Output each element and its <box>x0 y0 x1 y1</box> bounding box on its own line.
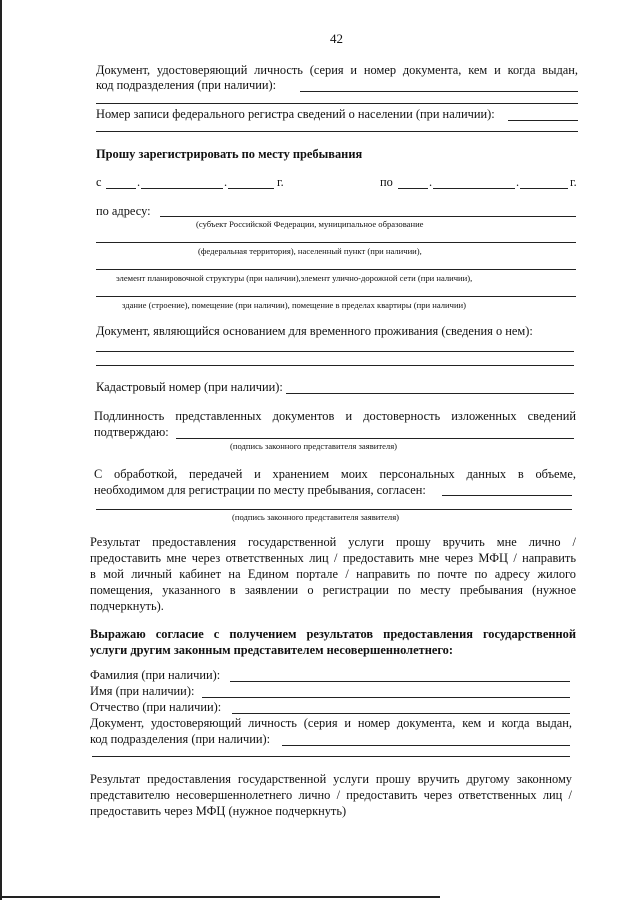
address-caption-1: (субъект Российской Федерации, муниципальное образование <box>196 219 424 229</box>
to-year-suffix: г. <box>570 175 577 189</box>
result-line1: Результат предоставления государственной услуги прошу вручить мне лично / <box>90 535 576 549</box>
result-line5: подчеркнуть). <box>90 599 164 613</box>
basis-doc-field-1[interactable] <box>96 351 574 352</box>
result-line2: предоставить мне через ответственных лиц / предоставить мне через МФЦ / направить <box>90 551 576 565</box>
to-day-field[interactable] <box>398 188 428 189</box>
authenticity-line1: Подлинность представленных документов и достоверность изложенных сведений <box>94 409 576 423</box>
address-field-2[interactable] <box>96 242 576 243</box>
address-field-4[interactable] <box>96 296 576 297</box>
address-label: по адресу: <box>96 204 151 218</box>
other-rep-heading1: Выражаю согласие с получением результатов предоставления государственной <box>90 627 576 641</box>
period-to-label: по <box>380 175 393 189</box>
identity-doc-field-2[interactable] <box>96 103 578 104</box>
from-year-field[interactable] <box>228 188 274 189</box>
result2-line1: Результат предоставления государственной услуги прошу вручить другому законному <box>90 772 572 786</box>
scan-edge-bottom <box>0 896 440 898</box>
to-month-field[interactable] <box>433 188 515 189</box>
other-rep-doc-line2: код подразделения (при наличии): <box>90 732 271 746</box>
surname-label: Фамилия (при наличии): <box>90 668 221 682</box>
basis-doc-field-2[interactable] <box>96 365 574 366</box>
name-label: Имя (при наличии): <box>90 684 195 698</box>
consent-field[interactable] <box>442 495 572 496</box>
address-caption-3: элемент планировочной структуры (при наличии),элемент улично-дорожной сети (при наличии), <box>116 273 473 283</box>
scan-edge-left <box>0 0 2 900</box>
identity-doc-field[interactable] <box>300 91 578 92</box>
surname-field[interactable] <box>230 681 570 682</box>
address-field-3[interactable] <box>96 269 576 270</box>
other-rep-doc-field-2[interactable] <box>92 756 570 757</box>
from-dot-1: . <box>137 175 141 189</box>
other-rep-heading2: услуги другим законным представителем несовершеннолетнего: <box>90 643 453 657</box>
to-dot-1: . <box>429 175 433 189</box>
address-caption-4: здание (строение), помещение (при наличии), помещение в пределах квартиры (при наличии) <box>122 300 467 310</box>
federal-register-label: Номер записи федерального регистра сведений о населении (при наличии): <box>96 107 495 121</box>
address-field-1[interactable] <box>160 216 576 217</box>
federal-register-field[interactable] <box>508 120 578 121</box>
to-year-field[interactable] <box>520 188 568 189</box>
patronymic-label: Отчество (при наличии): <box>90 700 222 714</box>
result-line4: помещения, указанного в заявлении о регистрации по месту пребывания (нужное <box>90 583 576 597</box>
name-field[interactable] <box>202 697 570 698</box>
result2-line2: представителю несовершеннолетнего лично / предоставить через ответственных лиц / <box>90 788 572 802</box>
result-line3: в мой личный кабинет на Едином портале / направить по почте по адресу жилого <box>90 567 576 581</box>
basis-doc-label: Документ, являющийся основанием для временного проживания (сведения о нем): <box>96 324 533 338</box>
consent-line2: необходимом для регистрации по месту пребывания, согласен: <box>94 483 426 497</box>
other-rep-doc-line1: Документ, удостоверяющий личность (серия и номер документа, кем и когда выдан, <box>90 716 572 730</box>
consent-signature-caption: (подпись законного представителя заявителя) <box>232 512 400 522</box>
authenticity-line2: подтверждаю: <box>94 425 169 439</box>
cadastral-field[interactable] <box>286 393 574 394</box>
from-month-field[interactable] <box>141 188 223 189</box>
identity-doc-line1: Документ, удостоверяющий личность (серия и номер документа, кем и когда выдан, <box>96 63 578 77</box>
to-dot-2: . <box>516 175 520 189</box>
period-from-label: с <box>96 175 102 189</box>
federal-register-field-2[interactable] <box>96 131 578 132</box>
from-dot-2: . <box>224 175 228 189</box>
consent-signature-field[interactable] <box>96 509 572 510</box>
patronymic-field[interactable] <box>232 713 570 714</box>
cadastral-label: Кадастровый номер (при наличии): <box>96 380 283 394</box>
other-rep-doc-field[interactable] <box>282 745 570 746</box>
from-day-field[interactable] <box>106 188 136 189</box>
identity-doc-line2: код подразделения (при наличии): <box>96 78 277 92</box>
address-caption-2: (федеральная территория), населенный пункт (при наличии), <box>198 246 422 256</box>
register-heading: Прошу зарегистрировать по месту пребывания <box>96 147 363 161</box>
from-year-suffix: г. <box>277 175 284 189</box>
page-number: 42 <box>330 31 343 46</box>
result2-line3: предоставить через МФЦ (нужное подчеркнуть) <box>90 804 347 818</box>
authenticity-signature-caption: (подпись законного представителя заявителя) <box>230 441 398 451</box>
authenticity-signature-field[interactable] <box>176 438 574 439</box>
consent-line1: С обработкой, передачей и хранением моих персональных данных в объеме, <box>94 467 576 481</box>
